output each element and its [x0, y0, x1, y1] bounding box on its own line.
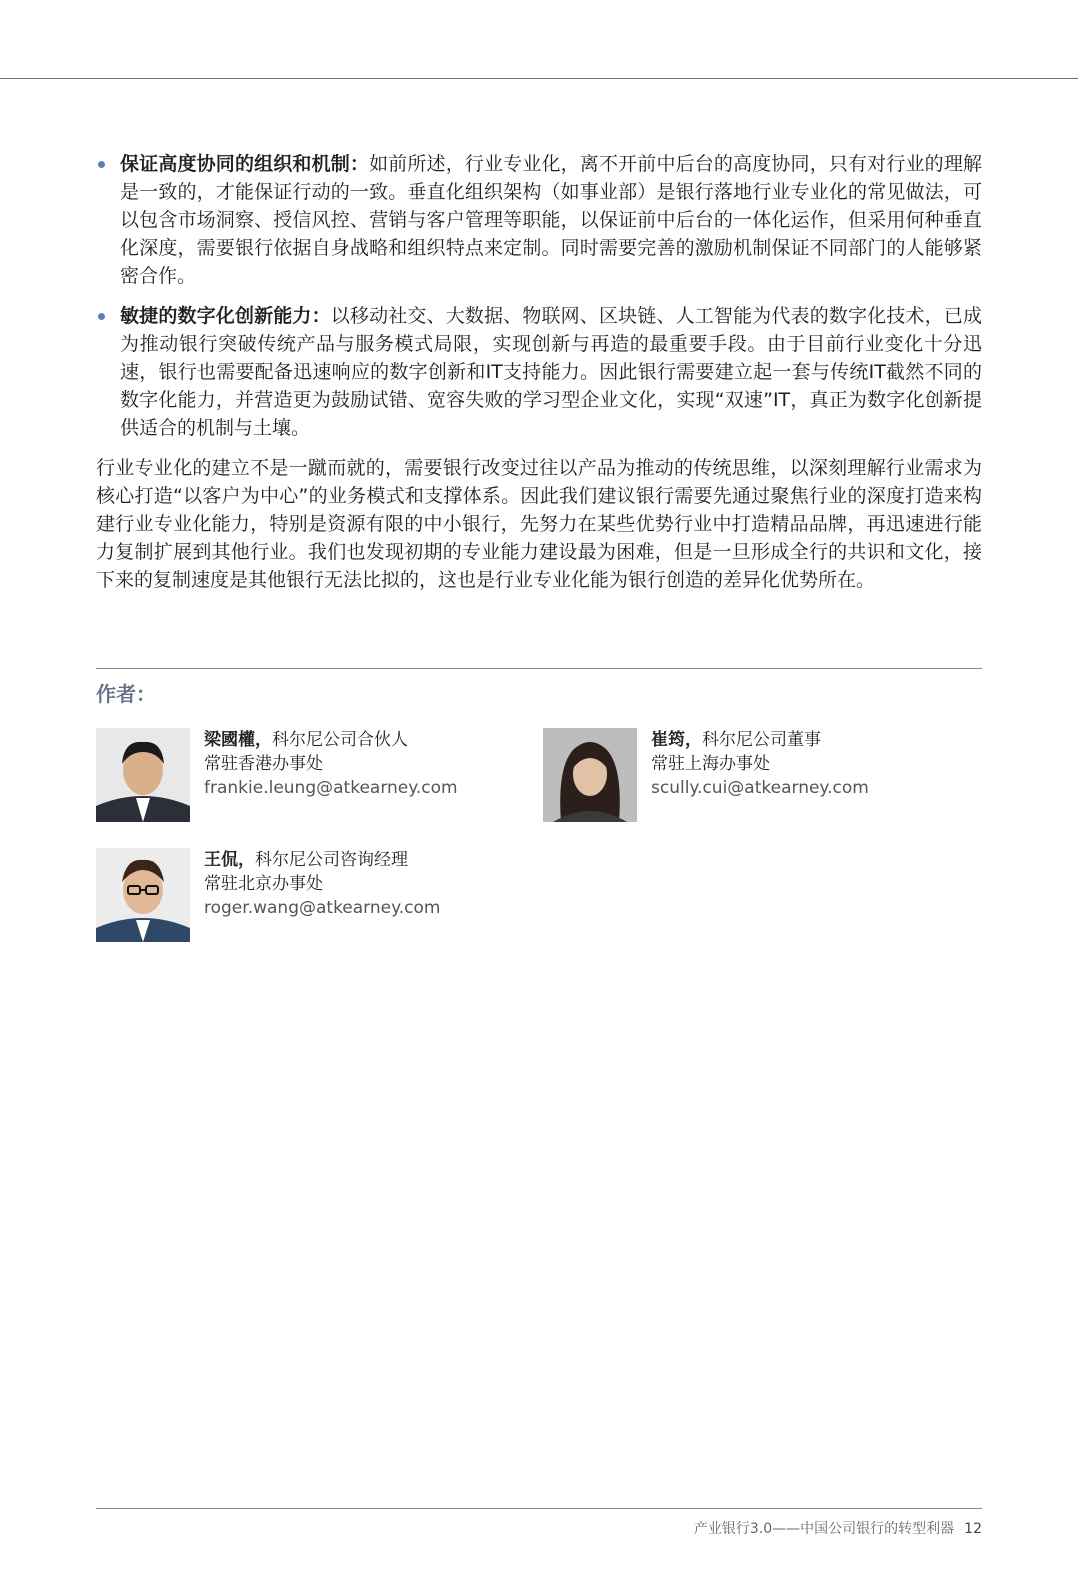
page-footer	[694, 1518, 982, 1538]
author-card-wang	[96, 848, 440, 942]
author-info	[651, 728, 869, 822]
page-number: 12	[964, 1521, 982, 1537]
body-paragraph: 行业专业化的建立不是一蹴而就的，需要银行改变过往以产品为推动的传统思维，以深刻理解行业需求为核心打造“以客户为中心”的业务模式和支撑体系。因此我们建议银行需要先通过聚焦行业的深度打造来构建行业专业化能力，特别是资源有限的中小银行，先努力在某些优势行业中打造精品品牌，再迅速进行能力复制扩展到其他行业。我们也发现初期的专业能力建设最为困难，但是一旦形成全行的共识和文化，接下来的复制速度是其他银行无法比拟的，这也是行业专业化能为银行创造的差异化优势所在。	[96, 457, 982, 591]
author-title: 科尔尼公司合伙人	[272, 730, 408, 750]
author-info	[204, 848, 440, 942]
portrait-icon	[543, 728, 637, 822]
bullet-item-digital	[96, 302, 982, 442]
author-email[interactable]: scully.cui@atkearney.com	[651, 778, 869, 798]
author-office: 常驻香港办事处	[204, 754, 323, 774]
author-card-cui	[543, 728, 869, 822]
bullet-title: 敏捷的数字化创新能力：	[120, 305, 331, 327]
portrait-icon	[96, 728, 190, 822]
footer-text: 产业银行3.0——中国公司银行的转型利器	[693, 1521, 955, 1537]
author-name: 崔筠，	[651, 730, 702, 750]
author-office: 常驻上海办事处	[651, 754, 770, 774]
bullet-dot-icon	[98, 313, 105, 320]
author-email[interactable]: roger.wang@atkearney.com	[204, 898, 441, 918]
author-email[interactable]: frankie.leung@atkearney.com	[204, 778, 458, 798]
author-card-leung	[96, 728, 458, 822]
bullet-list	[96, 150, 982, 442]
top-rule	[0, 78, 1078, 79]
bullet-title: 保证高度协同的组织和机制：	[120, 153, 370, 175]
author-name: 王侃，	[204, 850, 255, 870]
author-info	[204, 728, 458, 822]
main-content	[96, 150, 982, 594]
bullet-body: 如前所述，行业专业化，离不开前中后台的高度协同，只有对行业的理解是一致的，才能保证行动的一致。垂直化组织架构（如事业部）是银行落地行业专业化的常见做法，可以包含市场洞察、授信风控、营销与客户管理等职能，以保证前中后台的一体化运作，但采用何种垂直化深度，需要银行依据自身战略和组织特点来定制。同时需要完善的激励机制保证不同部门的人能够紧密合作。	[120, 153, 982, 287]
author-name: 梁國權，	[204, 730, 272, 750]
author-office: 常驻北京办事处	[204, 874, 323, 894]
bullet-dot-icon	[98, 161, 105, 168]
author-title: 科尔尼公司董事	[702, 730, 821, 750]
author-photo	[96, 728, 190, 822]
bullet-body: 以移动社交、大数据、物联网、区块链、人工智能为代表的数字化技术，已成为推动银行突破传统产品与服务模式局限，实现创新与再造的最重要手段。由于目前行业变化十分迅速，银行也需要配备迅速响应的数字创新和IT支持能力。因此银行需要建立起一套与传统IT截然不同的数字化能力，并营造更为鼓励试错、宽容失败的学习型企业文化，实现“双速”IT，真正为数字化创新提供适合的机制与土壤。	[120, 305, 982, 439]
authors-heading: 作者：	[96, 682, 156, 706]
author-photo	[96, 848, 190, 942]
section-divider	[96, 668, 982, 669]
footer-rule	[96, 1508, 982, 1509]
bullet-item-organization	[96, 150, 982, 290]
author-title: 科尔尼公司咨询经理	[255, 850, 408, 870]
author-photo	[543, 728, 637, 822]
portrait-icon	[96, 848, 190, 942]
